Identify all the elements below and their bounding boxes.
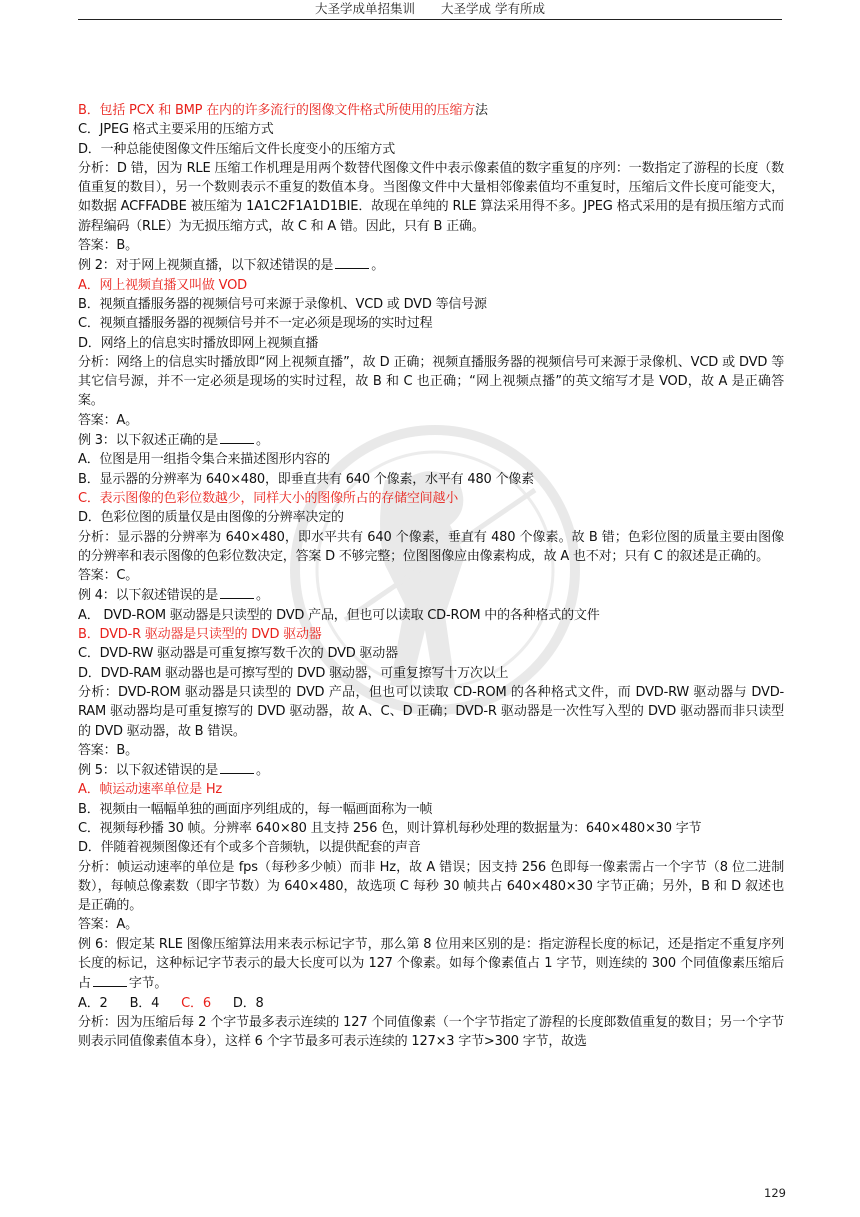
document-body [78,101,784,1052]
example-2-question: 例 2：对于网上视频直播，以下叙述错误的是 。 [78,255,784,275]
example-2-option-c: C．视频直播服务器的视频信号并不一定必须是现场的实时过程 [78,316,433,332]
example-6-question: 例 6：假定某 RLE 图像压缩算法用来表示标记字节，那么第 8 位用来区别的是：指定游程长度的标记，还是指定不重复序列长度的标记，这种标记字节表示的最大长度可以为 127 个像素。如每个像素值占 1 字节，则连续的 300 个同值像素压缩后占 字节。 [78,936,784,992]
example-2-analysis: 分析：网络上的信息实时播放即“网上视频直播”，故 D 正确；视频直播服务器的视频信号可来源于录像机、VCD 或 DVD 等其它信号源，并不一定必须是现场的实时过程，故 B 和 C 也正确；“网上视频点播”的英文缩写才是 VOD，故 A 是正确答案。 [78,354,784,409]
example-5-option-d: D．伴随着视频图像还有个或多个音频轨，以提供配套的声音 [78,840,421,856]
example-2-answer: 答案：A。 [78,412,138,428]
example-3-option-b: B．显示器的分辨率为 640×480，即垂直共有 640 个像素，水平有 480 个像素 [78,471,534,487]
example-3-answer: 答案：C。 [78,568,139,584]
page-header [78,0,782,20]
example-4-option-d: D．DVD-RAM 驱动器也是可擦写型的 DVD 驱动器，可重复擦写十万次以上 [78,665,509,681]
example-3-option-d: D．色彩位图的质量仅是由图像的分辨率决定的 [78,510,344,526]
page-number: 129 [764,1186,786,1200]
example-6-option-b: B．4 [129,995,160,1011]
answer-blank [220,760,254,774]
example-2-option-a: A．网上视频直播又叫做 VOD [78,277,247,293]
answer-blank [93,973,127,987]
answer-blank [220,430,254,444]
example-6-option-c: C．6 [181,995,211,1011]
example-2-option-b: B．视频直播服务器的视频信号可来源于录像机、VCD 或 DVD 等信号源 [78,296,487,312]
example-2-option-d: D．网络上的信息实时播放即网上视频直播 [78,335,319,351]
example-3-option-a: A．位图是用一组指令集合来描述图形内容的 [78,452,330,468]
example-5-analysis: 分析：帧运动速率的单位是 fps（每秒多少帧）而非 Hz，故 A 错误；因支持 256 色即每一像素需占一个字节（8 位二进制数），每帧总像素数（即字节数）为 640×480，故选项 C 每秒 30 帧共占 640×480×30 字节正确；另外，B 和 D 叙述也是正确的。 [78,859,784,914]
option-b-line: B．包括 PCX 和 BMP 在内的许多流行的图像文件格式所使用的压缩方法 [78,103,488,118]
example-3-question: 例 3：以下叙述正确的是 。 [78,430,784,450]
answer-line: 答案：B。 [78,238,138,254]
analysis-paragraph: 分析：D 错，因为 RLE 压缩工作机理是用两个数替代图像文件中表示像素值的数字重复的序列：一数指定了游程的长度（数值重复的数目），另一个数则表示不重复的数值本身。当图像文件中大量相邻像素值均不重复时，压缩后文件长度可能变大，如数据 ACFFADBE 被压缩为 1A1C2F1A1D1BIE．故现在单纯的 RLE 算法采用得不多。JPEG 格式采用的是有损压缩方式而游程编码（RLE）为无损压缩方式，故 C 和 A 错。因此，只有 B 正确。 [78,160,784,234]
example-6-analysis: 分析：因为压缩后每 2 个字节最多表示连续的 127 个同值像素（一个字节指定了游程的长度郎数值重复的数目；另一个字节则表示同值像素值本身），这样 6 个字节最多可表示连续的 127×3 字节>300 字节，故选 [78,1014,784,1050]
example-5-option-b: B．视频由一幅幅单独的画面序列组成的，每一幅画面称为一帧 [78,801,433,817]
example-3-option-c: C．表示图像的色彩位数越少，同样大小的图像所占的存储空间越小 [78,490,459,506]
option-c-line: C．JPEG 格式主要采用的压缩方式 [78,122,274,138]
example-4-analysis: 分析：DVD-ROM 驱动器是只读型的 DVD 产品，但也可以读取 CD-ROM 的各种格式文件，而 DVD-RW 驱动器与 DVD-RAM 驱动器均是可重复擦写的 DVD 驱动器，故 A、C、D 正确；DVD-R 驱动器是一次性写入型的 DVD 驱动器而非只读型的 DVD 驱动器，故 B 错误。 [78,684,784,739]
answer-blank [220,585,254,599]
example-6-option-a: A．2 [78,995,108,1011]
example-4-option-a: A． DVD-ROM 驱动器是只读型的 DVD 产品，但也可以读取 CD-ROM 中的各种格式的文件 [78,607,600,623]
example-5-question: 例 5：以下叙述错误的是 。 [78,760,784,780]
example-4-option-b: B．DVD-R 驱动器是只读型的 DVD 驱动器 [78,627,322,643]
example-4-answer: 答案：B。 [78,742,138,758]
example-6-options [78,994,784,1013]
example-5-option-a: A．帧运动速率单位是 Hz [78,782,223,798]
header-right-text: 大圣学成 学有所成 [441,1,545,16]
option-d-line: D．一种总能使图像文件压缩后文件长度变小的压缩方式 [78,141,396,157]
example-5-option-c: C．视频每秒播 30 帧。分辨率 640×80 且支持 256 色，则计算机每秒处理的数据量为：640×480×30 字节 [78,820,702,836]
example-5-answer: 答案：A。 [78,917,138,933]
example-4-question: 例 4：以下叙述错误的是 。 [78,585,784,605]
example-3-analysis: 分析：显示器的分辨率为 640×480，即水平共有 640 个像素，垂直有 480 个像素。故 B 错；色彩位图的质量主要由图像的分辨率和表示图像的色彩位数决定，答案 D 不够完整；位图图像应由像素构成，故 A 也不对；只有 C 的叙述是正确的。 [78,529,784,564]
answer-blank [335,255,369,269]
example-4-option-c: C．DVD-RW 驱动器是可重复擦写数千次的 DVD 驱动器 [78,646,398,662]
example-6-option-d: D．8 [232,995,264,1011]
header-left-text: 大圣学成单招集训 [315,1,416,16]
